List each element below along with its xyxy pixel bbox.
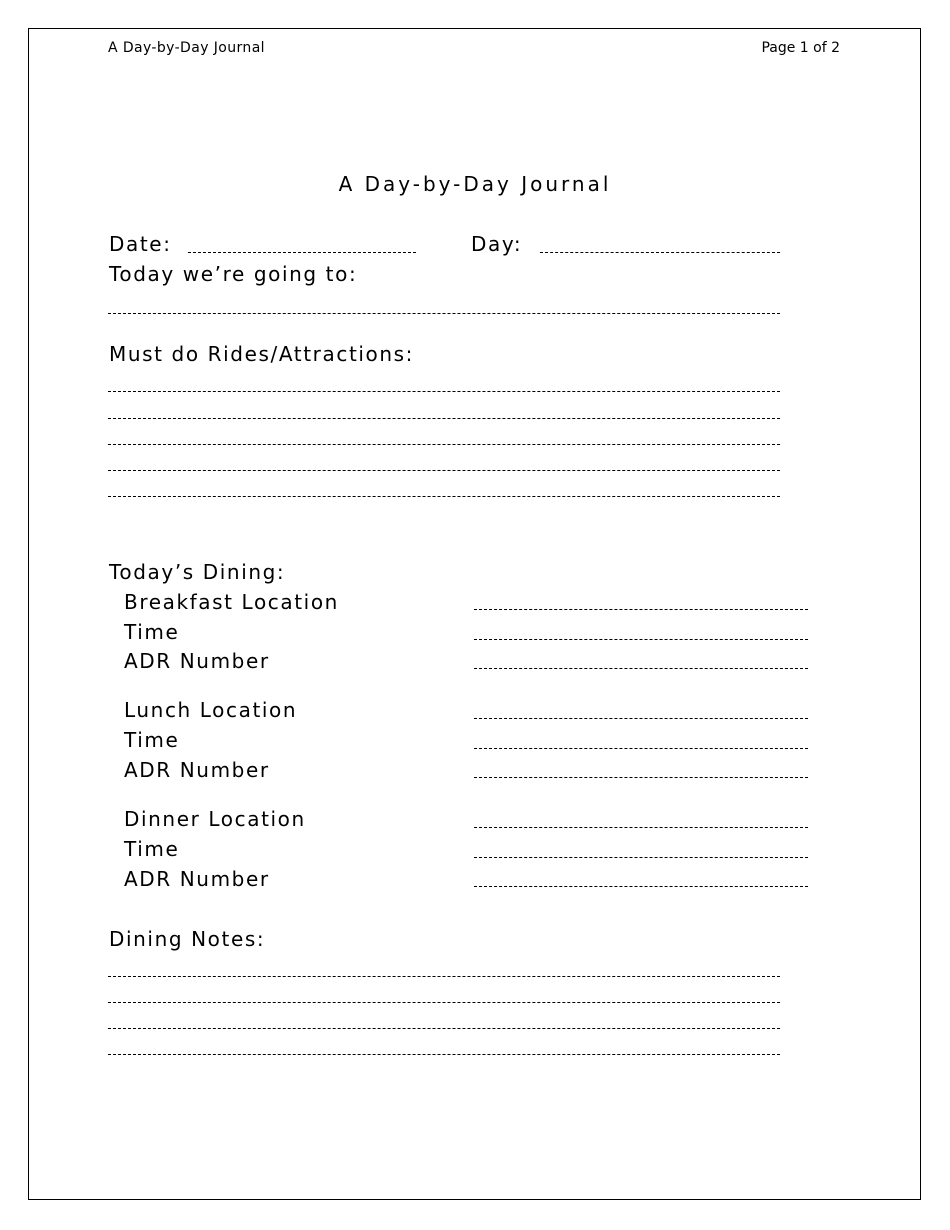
- lunch-adr-field[interactable]: [474, 777, 808, 778]
- lunch-time-label: Time: [124, 728, 180, 752]
- dining-label: Today’s Dining:: [109, 560, 286, 584]
- rides-line[interactable]: [108, 470, 780, 471]
- going-to-label: Today we’re going to:: [109, 262, 358, 286]
- rides-label: Must do Rides/Attractions:: [109, 342, 415, 366]
- lunch-time-field[interactable]: [474, 748, 808, 749]
- running-header-title: A Day-by-Day Journal: [108, 40, 265, 56]
- dinner-location-label: Dinner Location: [124, 807, 306, 831]
- notes-line[interactable]: [108, 1002, 780, 1003]
- lunch-location-field[interactable]: [474, 718, 808, 719]
- dinner-location-field[interactable]: [474, 827, 808, 828]
- page-number: Page 1 of 2: [761, 40, 840, 56]
- lunch-location-label: Lunch Location: [124, 698, 298, 722]
- breakfast-location-label: Breakfast Location: [124, 590, 339, 614]
- page-border: [28, 28, 921, 1200]
- breakfast-adr-field[interactable]: [474, 668, 808, 669]
- dinner-time-field[interactable]: [474, 857, 808, 858]
- date-field[interactable]: [188, 252, 416, 253]
- notes-line[interactable]: [108, 976, 780, 977]
- dining-notes-label: Dining Notes:: [109, 927, 266, 951]
- day-label: Day:: [471, 232, 523, 256]
- breakfast-time-field[interactable]: [474, 639, 808, 640]
- notes-line[interactable]: [108, 1028, 780, 1029]
- dinner-time-label: Time: [124, 837, 180, 861]
- breakfast-time-label: Time: [124, 620, 180, 644]
- rides-line[interactable]: [108, 444, 780, 445]
- going-to-field[interactable]: [108, 313, 780, 314]
- rides-line[interactable]: [108, 496, 780, 497]
- rides-line[interactable]: [108, 418, 780, 419]
- breakfast-location-field[interactable]: [474, 609, 808, 610]
- day-field[interactable]: [540, 252, 780, 253]
- page-title: A Day-by-Day Journal: [338, 172, 612, 196]
- rides-line[interactable]: [108, 391, 780, 392]
- notes-line[interactable]: [108, 1054, 780, 1055]
- dinner-adr-field[interactable]: [474, 886, 808, 887]
- lunch-adr-label: ADR Number: [124, 758, 270, 782]
- dinner-adr-label: ADR Number: [124, 867, 270, 891]
- breakfast-adr-label: ADR Number: [124, 649, 270, 673]
- date-label: Date:: [109, 232, 172, 256]
